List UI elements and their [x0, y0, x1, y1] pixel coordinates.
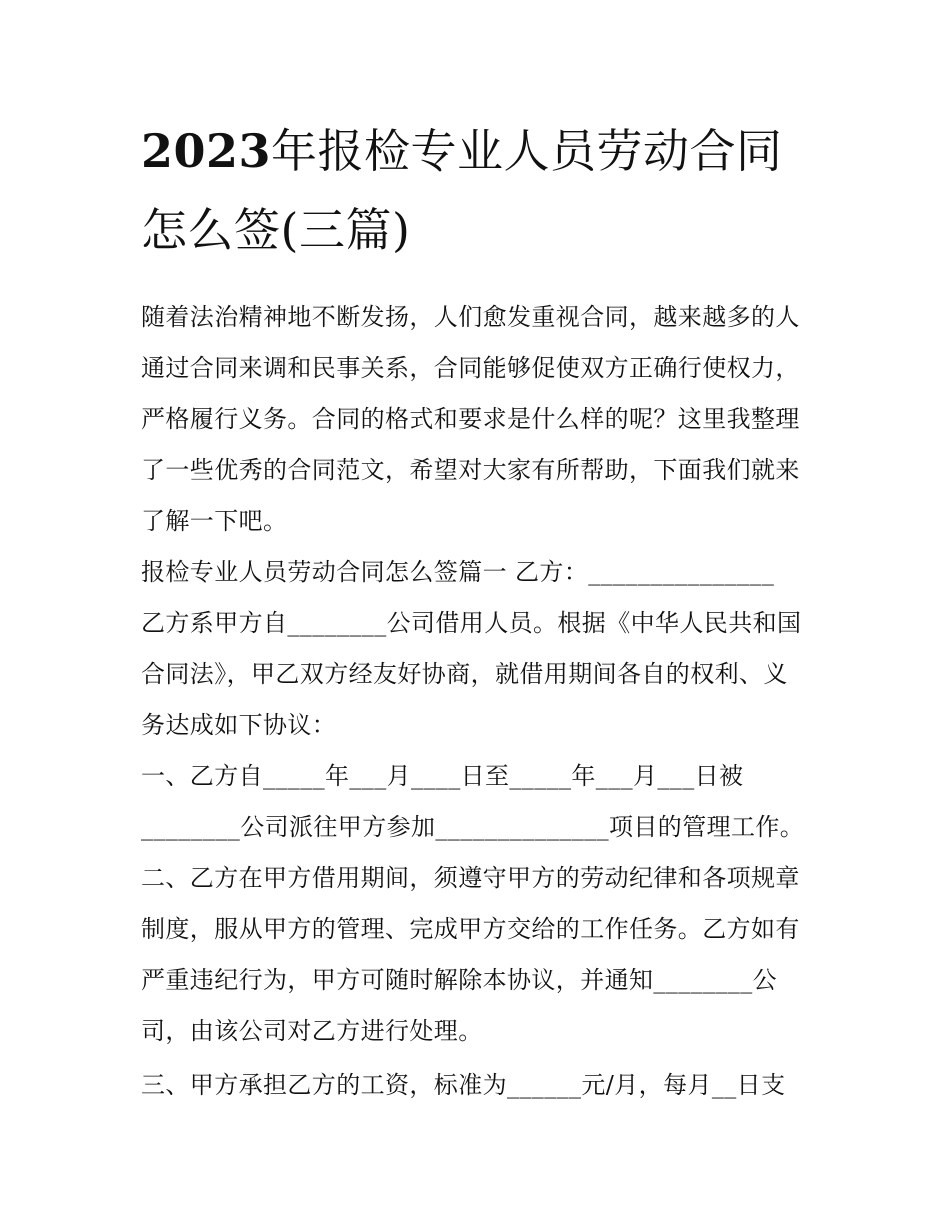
section-one-header: [141, 547, 821, 751]
title-line-1: [141, 124, 783, 178]
clause-two-line: 严重违纪行为，甲方可随时解除本协议，并通知________公: [141, 966, 777, 994]
clause-three-line: 三、甲方承担乙方的工资，标准为______元/月，每月__日支: [141, 1071, 786, 1099]
section-one-line: 乙方系甲方自________公司借用人员。根据《中华人民共和国: [141, 609, 802, 637]
clause-one: [141, 751, 821, 853]
document-title: [141, 112, 821, 270]
title-year: 2023: [141, 124, 272, 178]
intro-line: 严格履行义务。合同的格式和要求是什么样的呢？这里我整理: [141, 405, 800, 433]
intro-line: 了解一下吧。: [141, 507, 288, 535]
title-line-2: 怎么签(三篇): [141, 203, 411, 257]
document-page: [141, 112, 821, 1111]
intro-line: 随着法治精神地不断发扬，人们愈发重视合同，越来越多的人: [141, 303, 800, 331]
clause-one-line: 一、乙方自_____年___月____日至_____年___月___日被: [141, 762, 744, 790]
intro-line: 了一些优秀的合同范文，希望对大家有所帮助，下面我们就来: [141, 456, 800, 484]
section-one-line: 合同法》，甲乙双方经友好协商，就借用期间各自的权利、义: [141, 660, 788, 688]
section-one-line: 务达成如下协议：: [141, 711, 337, 739]
clause-two-line: 制度，服从甲方的管理、完成甲方交给的工作任务。乙方如有: [141, 915, 800, 943]
intro-paragraph: [141, 292, 821, 547]
title-rest: 年报检专业人员劳动合同: [271, 124, 783, 178]
intro-line: 通过合同来调和民事关系，合同能够促使双方正确行使权力，: [141, 354, 800, 382]
clause-three: [141, 1060, 821, 1111]
clause-two: [141, 853, 821, 1057]
clause-two-line: 司，由该公司对乙方进行处理。: [141, 1017, 483, 1045]
section-one-line: 报检专业人员劳动合同怎么签篇一 乙方：_______________: [141, 558, 775, 586]
clause-one-line: ________公司派往甲方参加______________项目的管理工作。: [141, 813, 805, 841]
clause-two-line: 二、乙方在甲方借用期间，须遵守甲方的劳动纪律和各项规章: [141, 864, 800, 892]
